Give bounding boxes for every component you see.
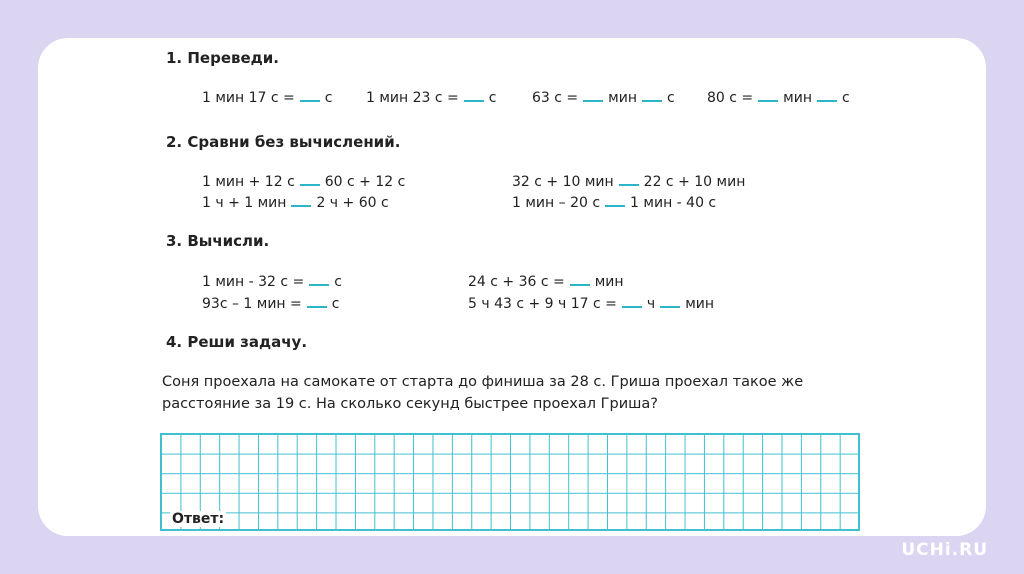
compute-item-1: 1 мин - 32 с = с <box>202 274 342 290</box>
answer-blank[interactable] <box>660 305 680 308</box>
answer-blank[interactable] <box>583 99 603 102</box>
convert-item-3: 63 с = мин с <box>532 90 675 106</box>
answer-blank[interactable] <box>619 183 639 186</box>
section-4-title: 4. Реши задачу. <box>166 333 308 351</box>
answer-blank[interactable] <box>300 183 320 186</box>
section-2-title: 2. Сравни без вычислений. <box>166 133 401 151</box>
answer-blank[interactable] <box>464 99 484 102</box>
answer-blank[interactable] <box>307 305 327 308</box>
answer-blank[interactable] <box>291 204 311 207</box>
answer-blank[interactable] <box>622 305 642 308</box>
section-1-title: 1. Переведи. <box>166 49 279 67</box>
answer-blank[interactable] <box>300 99 320 102</box>
convert-item-2: 1 мин 23 с = с <box>366 90 497 106</box>
compute-item-2: 24 с + 36 с = мин <box>468 274 624 290</box>
answer-blank[interactable] <box>309 283 329 286</box>
convert-item-1: 1 мин 17 с = с <box>202 90 333 106</box>
task-text-line-1: Соня проехала на самокате от старта до финиша за 28 с. Гриша проехал такое же <box>162 374 804 390</box>
task-text-line-2: расстояние за 19 с. На сколько секунд быстрее проехал Гриша? <box>162 396 658 412</box>
answer-grid[interactable] <box>160 433 860 531</box>
section-3-title: 3. Вычисли. <box>166 232 270 250</box>
answer-blank[interactable] <box>570 283 590 286</box>
compute-item-3: 93с – 1 мин = с <box>202 296 340 312</box>
brand-logo: UCHi.RU <box>901 540 988 560</box>
convert-item-4: 80 с = мин с <box>707 90 850 106</box>
compute-item-4: 5 ч 43 с + 9 ч 17 с = ч мин <box>468 296 715 312</box>
compare-item-4: 1 мин – 20 с 1 мин - 40 с <box>512 195 717 211</box>
answer-blank[interactable] <box>758 99 778 102</box>
answer-blank[interactable] <box>817 99 837 102</box>
answer-label: Ответ: <box>172 511 225 527</box>
answer-blank[interactable] <box>642 99 662 102</box>
compare-item-3: 1 ч + 1 мин 2 ч + 60 с <box>202 195 389 211</box>
answer-blank[interactable] <box>605 204 625 207</box>
compare-item-1: 1 мин + 12 с 60 с + 12 с <box>202 174 406 190</box>
compare-item-2: 32 с + 10 мин 22 с + 10 мин <box>512 174 746 190</box>
